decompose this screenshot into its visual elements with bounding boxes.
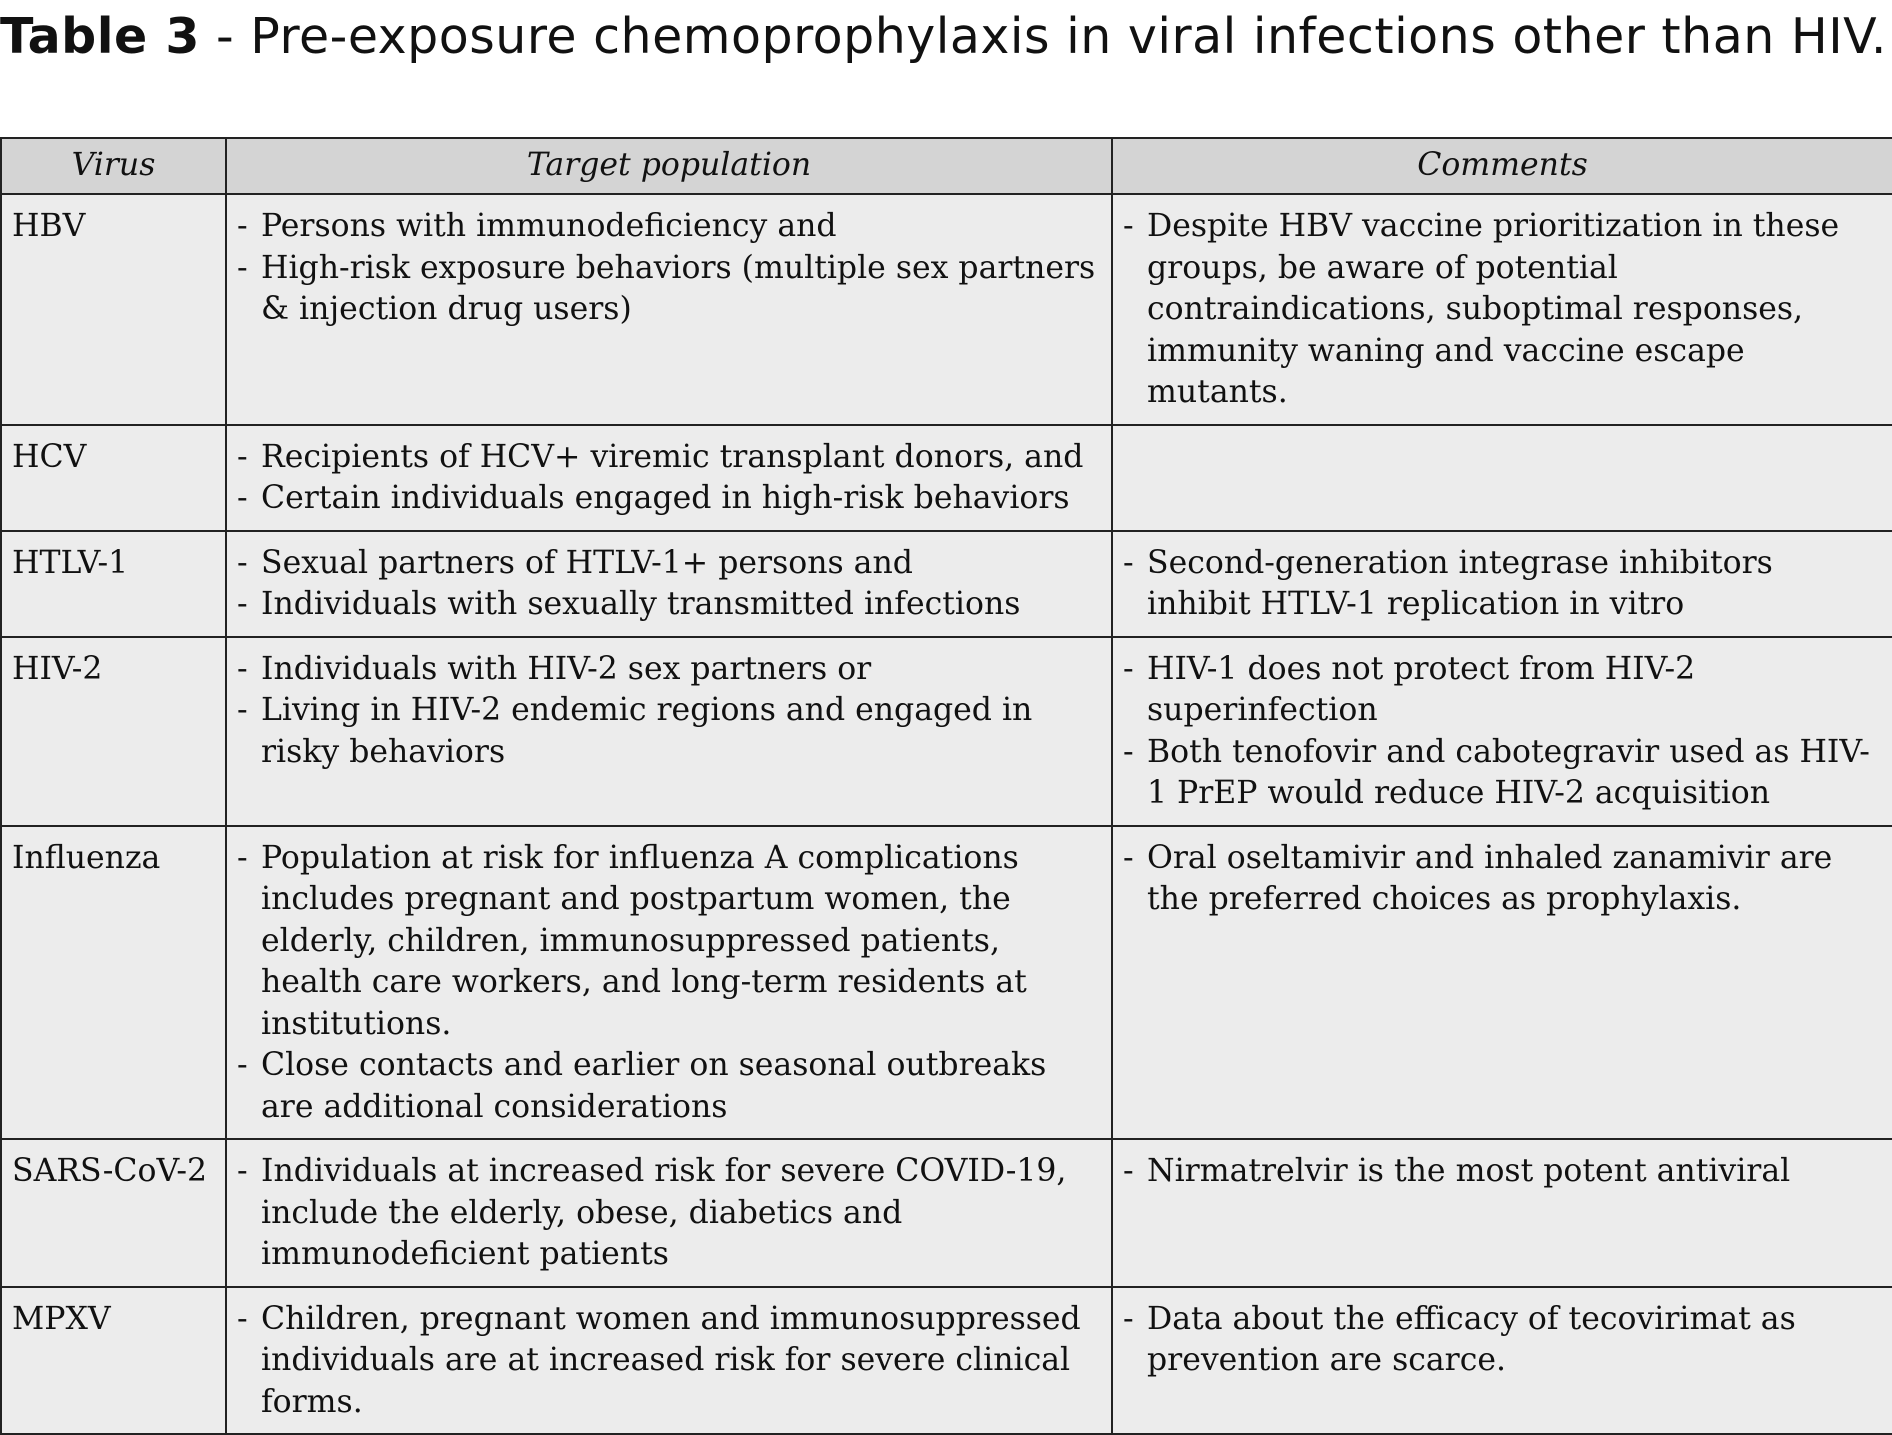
table-row	[1, 531, 1892, 637]
table-caption-text: Pre-exposure chemoprophylaxis in viral infections other than HIV.	[250, 8, 1887, 65]
comments-cell	[1112, 425, 1892, 531]
prophylaxis-table	[0, 137, 1892, 1435]
list-item: - Individuals at increased risk for severe COVID-19, include the elderly, obese, diabetics and immunodeficient patients	[237, 1151, 1101, 1276]
table-header-row	[1, 138, 1892, 194]
comments-cell	[1112, 1139, 1892, 1287]
target-population-cell	[226, 194, 1112, 425]
target-population-cell	[226, 531, 1112, 637]
column-header-comments: Comments	[1112, 138, 1892, 194]
target-population-cell	[226, 1139, 1112, 1287]
comments-cell	[1112, 826, 1892, 1140]
virus-cell: HIV-2	[1, 637, 226, 826]
target-population-list	[237, 1299, 1101, 1424]
list-item: - Individuals with HIV-2 sex partners or	[237, 649, 1101, 691]
list-item: - Despite HBV vaccine prioritization in these groups, be aware of potential contraindications, suboptimal responses, immunity waning and vaccine escape mutants.	[1123, 206, 1882, 414]
target-population-list	[237, 206, 1101, 331]
target-population-cell	[226, 1287, 1112, 1435]
table-row	[1, 826, 1892, 1140]
table-row	[1, 425, 1892, 531]
table-caption-label: Table 3	[0, 8, 200, 65]
comments-cell	[1112, 194, 1892, 425]
table-row	[1, 1287, 1892, 1435]
table-row	[1, 194, 1892, 425]
list-item: - Sexual partners of HTLV-1+ persons and	[237, 543, 1101, 585]
table-caption	[0, 6, 1892, 68]
list-item: - Data about the efficacy of tecovirimat as prevention are scarce.	[1123, 1299, 1882, 1382]
list-item: - Persons with immunodeficiency and	[237, 206, 1101, 248]
list-item: - High-risk exposure behaviors (multiple sex partners & injection drug users)	[237, 248, 1101, 331]
virus-cell: HCV	[1, 425, 226, 531]
comments-list	[1123, 649, 1882, 815]
target-population-list	[237, 543, 1101, 626]
table-row	[1, 637, 1892, 826]
comments-list	[1123, 206, 1882, 414]
table-row	[1, 1139, 1892, 1287]
target-population-cell	[226, 425, 1112, 531]
target-population-cell	[226, 637, 1112, 826]
comments-list	[1123, 543, 1882, 626]
target-population-list	[237, 838, 1101, 1129]
target-population-list	[237, 649, 1101, 774]
list-item: - Living in HIV-2 endemic regions and engaged in risky behaviors	[237, 690, 1101, 773]
column-header-virus: Virus	[1, 138, 226, 194]
column-header-target-population: Target population	[226, 138, 1112, 194]
comments-list	[1123, 838, 1882, 921]
comments-cell	[1112, 637, 1892, 826]
list-item: - HIV-1 does not protect from HIV-2 superinfection	[1123, 649, 1882, 732]
list-item: - Both tenofovir and cabotegravir used as HIV-1 PrEP would reduce HIV-2 acquisition	[1123, 732, 1882, 815]
virus-cell: SARS-CoV-2	[1, 1139, 226, 1287]
comments-list	[1123, 1299, 1882, 1382]
list-item: - Certain individuals engaged in high-risk behaviors	[237, 478, 1101, 520]
comments-cell	[1112, 1287, 1892, 1435]
list-item: - Population at risk for influenza A complications includes pregnant and postpartum women, the elderly, children, immunosuppressed patients, health care workers, and long-term residents at institutions.	[237, 838, 1101, 1046]
list-item: - Recipients of HCV+ viremic transplant donors, and	[237, 437, 1101, 479]
list-item: - Second-generation integrase inhibitors inhibit HTLV-1 replication in vitro	[1123, 543, 1882, 626]
list-item: - Close contacts and earlier on seasonal outbreaks are additional considerations	[237, 1045, 1101, 1128]
table-caption-separator: -	[199, 8, 251, 65]
virus-cell: HTLV-1	[1, 531, 226, 637]
virus-cell: MPXV	[1, 1287, 226, 1435]
list-item: - Oral oseltamivir and inhaled zanamivir are the preferred choices as prophylaxis.	[1123, 838, 1882, 921]
comments-cell	[1112, 531, 1892, 637]
comments-list	[1123, 1151, 1882, 1193]
list-item: - Individuals with sexually transmitted infections	[237, 584, 1101, 626]
virus-cell: HBV	[1, 194, 226, 425]
target-population-list	[237, 437, 1101, 520]
list-item: - Children, pregnant women and immunosuppressed individuals are at increased risk for severe clinical forms.	[237, 1299, 1101, 1424]
target-population-cell	[226, 826, 1112, 1140]
target-population-list	[237, 1151, 1101, 1276]
list-item: - Nirmatrelvir is the most potent antiviral	[1123, 1151, 1882, 1193]
virus-cell: Influenza	[1, 826, 226, 1140]
